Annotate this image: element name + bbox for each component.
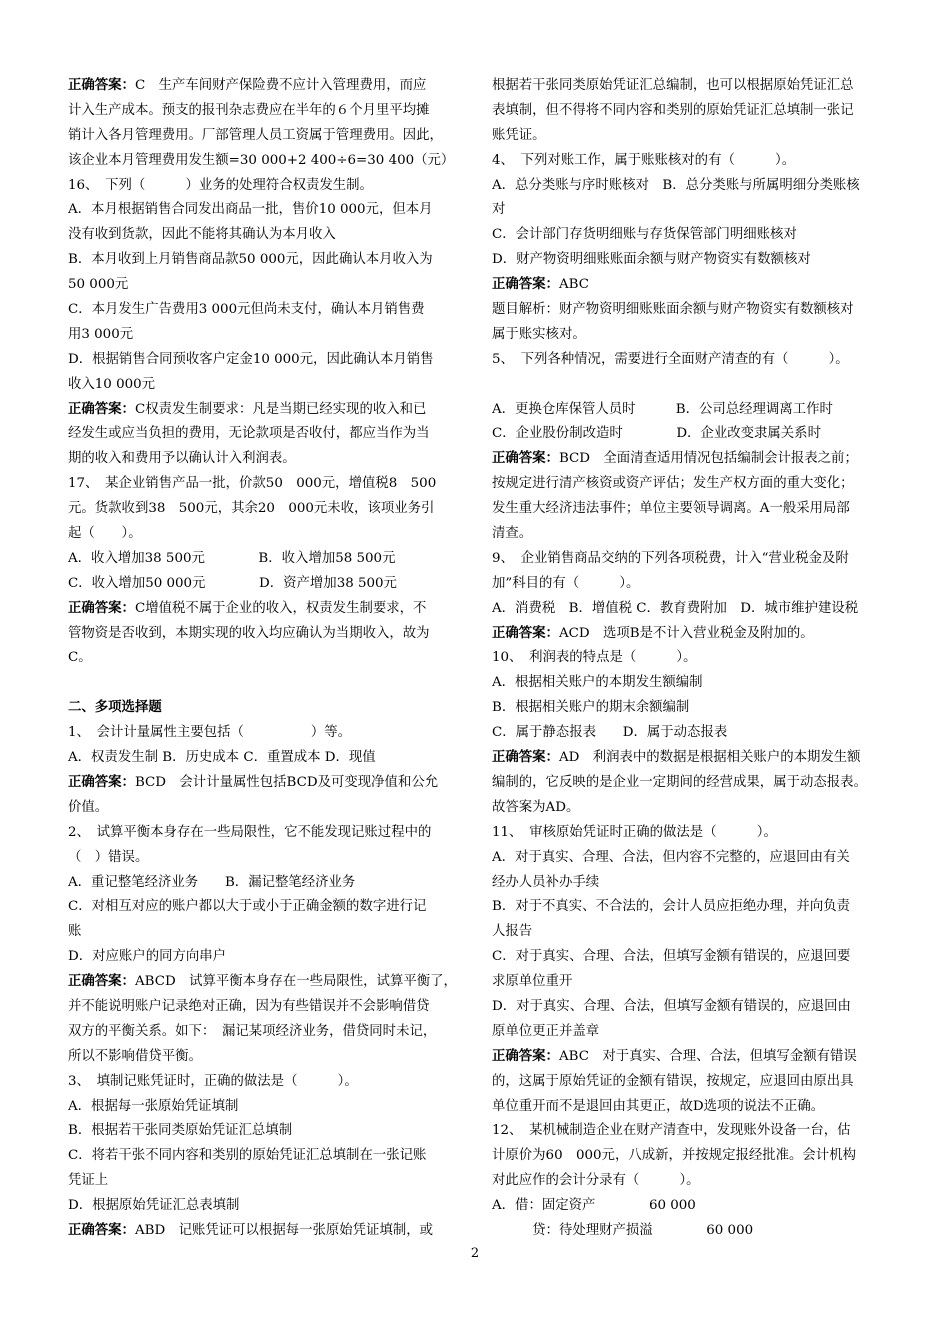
text-line bbox=[492, 920, 888, 945]
text-line bbox=[492, 323, 888, 348]
line-text: 故答案为AD。 bbox=[492, 799, 580, 815]
line-text: A．总分类账与序时账核对 B．总分类账与所属明细分类账核 bbox=[492, 177, 860, 193]
line-text: 3、 填制记账凭证时，正确的做法是（ ）。 bbox=[68, 1073, 358, 1089]
text-line bbox=[492, 1169, 888, 1194]
text-line bbox=[492, 223, 888, 248]
text-line bbox=[68, 74, 460, 99]
text-line bbox=[492, 572, 888, 597]
text-line bbox=[492, 497, 888, 522]
text-line bbox=[68, 597, 460, 622]
text-line bbox=[492, 746, 888, 771]
line-text: 表填制，但不得将不同内容和类别的原始凭证汇总填制一张记 bbox=[492, 102, 854, 118]
text-line bbox=[68, 721, 460, 746]
text-line bbox=[492, 174, 888, 199]
text-line bbox=[492, 273, 888, 298]
line-text: 对此应作的会计分录有（ ）。 bbox=[492, 1173, 700, 1189]
text-line bbox=[68, 522, 460, 547]
text-line bbox=[68, 821, 460, 846]
text-line bbox=[68, 1144, 460, 1169]
text-line bbox=[68, 472, 460, 497]
line-text: C。 bbox=[68, 650, 92, 666]
text-line bbox=[68, 198, 460, 223]
line-text: 按规定进行清产核资或资产评估；发生产权方面的重大变化； bbox=[492, 476, 854, 492]
line-text: 9、 企业销售商品交纳的下列各项税费，计入“营业税金及附 bbox=[492, 550, 849, 566]
line-text: 2、 试算平衡本身存在一些局限性，它不能发现记账过程中的 bbox=[68, 824, 432, 840]
text-line bbox=[68, 1070, 460, 1095]
text-line bbox=[68, 149, 460, 174]
text-line bbox=[68, 1194, 460, 1219]
line-text: ABC 对于真实、合理、合法，但填写金额有错误 bbox=[558, 1048, 857, 1064]
line-text: C．对于真实、合理、合法，但填写金额有错误的，应退回要 bbox=[492, 949, 851, 965]
text-line bbox=[68, 572, 460, 597]
text-line bbox=[68, 124, 460, 149]
text-line bbox=[492, 846, 888, 871]
text-line bbox=[492, 995, 888, 1020]
line-text: 50 000元 bbox=[68, 277, 129, 293]
answer-label: 正确答案： bbox=[68, 600, 135, 616]
text-line bbox=[492, 622, 888, 647]
line-text: 凭证上 bbox=[68, 1173, 109, 1189]
text-line bbox=[68, 398, 460, 423]
text-line bbox=[68, 846, 460, 871]
line-text: A．重记整笔经济业务 B．漏记整笔经济业务 bbox=[68, 874, 356, 890]
line-text: 加”科目的有（ ）。 bbox=[492, 575, 640, 591]
line-text: 账 bbox=[68, 924, 82, 940]
line-text: 的，这属于原始凭证的金额有错误，按规定，应退回由原出具 bbox=[492, 1073, 854, 1089]
line-text: 销计入各月管理费用。厂部管理人员工资属于管理费用。因此， bbox=[68, 127, 443, 143]
text-line bbox=[68, 696, 460, 721]
line-text: C．企业股份制改造时 D．企业改变隶属关系时 bbox=[492, 426, 821, 442]
text-line bbox=[492, 871, 888, 896]
text-line bbox=[492, 1095, 888, 1120]
line-text: B．本月收到上月销售商品款50 000元，因此确认本月收入为 bbox=[68, 252, 433, 268]
answer-label: 正确答案： bbox=[492, 277, 559, 293]
line-text: C．属于静态报表 D．属于动态报表 bbox=[492, 725, 728, 741]
text-line bbox=[68, 248, 460, 273]
text-line bbox=[492, 1219, 888, 1244]
line-text: 经办人员补办手续 bbox=[492, 874, 600, 890]
text-line bbox=[68, 99, 460, 124]
answer-label: 正确答案： bbox=[68, 774, 135, 790]
text-line bbox=[68, 646, 460, 671]
line-text: 账凭证。 bbox=[492, 127, 546, 143]
text-line bbox=[492, 970, 888, 995]
text-line bbox=[492, 74, 888, 99]
line-text: 求原单位重开 bbox=[492, 974, 573, 990]
section-heading: 二、多项选择题 bbox=[68, 700, 162, 716]
line-text: D．财产物资明细账账面余额与财产物资实有数额核对 bbox=[492, 252, 811, 268]
text-line bbox=[68, 970, 460, 995]
text-line bbox=[492, 422, 888, 447]
text-line bbox=[68, 373, 460, 398]
line-text: A．对于真实、合理、合法，但内容不完整的，应退回由有关 bbox=[492, 849, 850, 865]
line-text: 期的收入和费用予以确认计入利润表。 bbox=[68, 451, 296, 467]
text-line bbox=[492, 671, 888, 696]
text-line bbox=[492, 198, 888, 223]
text-line bbox=[492, 1020, 888, 1045]
answer-label: 正确答案： bbox=[492, 451, 559, 467]
text-line bbox=[492, 796, 888, 821]
text-line bbox=[68, 771, 460, 796]
text-line bbox=[492, 1119, 888, 1144]
line-text: 属于账实核对。 bbox=[492, 326, 586, 342]
line-text: D．对于真实、合理、合法，但填写金额有错误的，应退回由 bbox=[492, 998, 851, 1014]
text-line bbox=[492, 124, 888, 149]
line-text: 所以不影响借贷平衡。 bbox=[68, 1048, 202, 1064]
answer-label: 正确答案： bbox=[68, 401, 135, 417]
text-line bbox=[492, 447, 888, 472]
text-line bbox=[68, 671, 460, 696]
line-text: A．更换仓库保管人员时 B．公司总经理调离工作时 bbox=[492, 401, 833, 417]
line-text: A．根据相关账户的本期发生额编制 bbox=[492, 675, 703, 691]
text-line bbox=[492, 945, 888, 970]
line-text: A．权责发生制 B．历史成本 C．重置成本 D．现值 bbox=[68, 750, 376, 766]
text-line bbox=[492, 646, 888, 671]
line-text: 用3 000元 bbox=[68, 326, 134, 342]
text-line bbox=[68, 746, 460, 771]
line-text: C增值税不属于企业的收入，权责发生制要求，不 bbox=[134, 600, 427, 616]
text-line bbox=[492, 522, 888, 547]
text-line bbox=[68, 273, 460, 298]
text-line bbox=[68, 1020, 460, 1045]
line-text: 12、 某机械制造企业在财产清查中，发现账外设备一台，估 bbox=[492, 1123, 851, 1139]
text-line bbox=[492, 99, 888, 124]
line-text: ABD 记账凭证可以根据每一张原始凭证填制，或 bbox=[134, 1222, 434, 1238]
text-line bbox=[68, 223, 460, 248]
text-line bbox=[68, 497, 460, 522]
text-line bbox=[68, 1045, 460, 1070]
line-text: 元。货款收到38 500元，其余20 000元未收，该项业务引 bbox=[68, 501, 435, 517]
text-line bbox=[492, 1070, 888, 1095]
line-text: 16、 下列（ ）业务的处理符合权责发生制。 bbox=[68, 177, 373, 193]
line-text: 根据若干张同类原始凭证汇总编制，也可以根据原始凭证汇总 bbox=[492, 78, 854, 93]
text-line bbox=[492, 1045, 888, 1070]
line-text: B．根据若干张同类原始凭证汇总填制 bbox=[68, 1123, 293, 1139]
text-line bbox=[492, 597, 888, 622]
text-line bbox=[68, 1119, 460, 1144]
text-line bbox=[492, 472, 888, 497]
line-text: 起（ ）。 bbox=[68, 526, 142, 542]
right-column bbox=[492, 74, 888, 1244]
line-text: C．本月发生广告费用3 000元但尚未支付，确认本月销售费 bbox=[68, 302, 425, 318]
text-line bbox=[68, 1169, 460, 1194]
line-text: B．对于不真实、不合法的，会计人员应拒绝办理，并向负责 bbox=[492, 899, 850, 915]
text-line bbox=[68, 895, 460, 920]
text-line bbox=[68, 348, 460, 373]
line-text: 1、 会计计量属性主要包括（ ）等。 bbox=[68, 725, 352, 741]
answer-label: 正确答案： bbox=[68, 974, 135, 990]
text-line bbox=[492, 1194, 888, 1219]
text-line bbox=[68, 1095, 460, 1120]
text-line bbox=[492, 298, 888, 323]
text-line bbox=[68, 995, 460, 1020]
answer-label: 正确答案： bbox=[68, 1222, 135, 1238]
text-line bbox=[492, 1144, 888, 1169]
page-number: 2 bbox=[470, 1246, 480, 1261]
answer-label: 正确答案： bbox=[492, 750, 559, 766]
line-text: 管物资是否收到，本期实现的收入均应确认为当期收入，故为 bbox=[68, 625, 430, 641]
answer-label: 正确答案： bbox=[492, 1048, 559, 1064]
left-column bbox=[68, 74, 460, 1244]
text-line bbox=[68, 547, 460, 572]
line-text: 经发生或应当负担的费用，无论款项是否收付，都应当作为当 bbox=[68, 426, 430, 442]
line-text: 4、 下列对账工作，属于账账核对的有（ ）。 bbox=[492, 152, 796, 168]
text-line bbox=[492, 821, 888, 846]
line-text: B．根据相关账户的期末余额编制 bbox=[492, 700, 690, 716]
line-text: 价值。 bbox=[68, 799, 109, 815]
line-text: 双方的平衡关系。如下： 漏记某项经济业务，借贷同时未记， bbox=[68, 1023, 437, 1039]
line-text: A．收入增加38 500元 B．收入增加58 500元 bbox=[68, 550, 396, 566]
line-text: 发生重大经济违法事件；单位主要领导调离。A一般采用局部 bbox=[492, 501, 850, 517]
line-text: C 生产车间财产保险费不应计入管理费用，而应 bbox=[134, 78, 427, 93]
line-text: 17、 某企业销售产品一批，价款50 000元，增值税8 500 bbox=[68, 476, 437, 492]
line-text: 题目解析：财产物资明细账账面余额与财产物资实有数额核对 bbox=[492, 302, 854, 318]
line-text: A．借：固定资产 60 000 bbox=[492, 1198, 696, 1214]
text-line bbox=[68, 422, 460, 447]
line-text: 没有收到货款，因此不能将其确认为本月收入 bbox=[68, 227, 336, 243]
text-line bbox=[492, 373, 888, 398]
line-text: BCD 全面清查适用情况包括编制会计报表之前； bbox=[558, 451, 858, 467]
line-text: ABCD 试算平衡本身存在一些局限性，试算平衡了， bbox=[134, 974, 457, 990]
text-line bbox=[492, 721, 888, 746]
line-text: C．会计部门存货明细账与存货保管部门明细账核对 bbox=[492, 227, 797, 243]
text-line bbox=[68, 920, 460, 945]
text-line bbox=[492, 348, 888, 373]
text-line bbox=[492, 547, 888, 572]
line-text: A．根据每一张原始凭证填制 bbox=[68, 1098, 239, 1114]
line-text: 编制的，它反映的是企业一定期间的经营成果，属于动态报表。 bbox=[492, 774, 867, 790]
line-text: 10、 利润表的特点是（ ）。 bbox=[492, 650, 697, 666]
line-text: ACD 选项B是不计入营业税金及附加的。 bbox=[558, 625, 814, 641]
text-line bbox=[68, 298, 460, 323]
answer-label: 正确答案： bbox=[68, 78, 135, 93]
line-text: 贷：待处理财产损溢 60 000 bbox=[492, 1222, 754, 1238]
text-line bbox=[68, 447, 460, 472]
line-text: A．消费税 B．增值税 C．教育费附加 D．城市维护建设税 bbox=[492, 600, 859, 616]
line-text: 计入生产成本。预支的报刊杂志费应在半年的６个月里平均摊 bbox=[68, 102, 430, 118]
line-text: D．根据原始凭证汇总表填制 bbox=[68, 1198, 240, 1214]
line-text: A．本月根据销售合同发出商品一批，售价10 000元，但本月 bbox=[68, 202, 433, 218]
line-text: 收入10 000元 bbox=[68, 376, 156, 392]
line-text: BCD 会计计量属性包括BCD及可变现净值和公允 bbox=[134, 774, 439, 790]
line-text: D．根据销售合同预收客户定金10 000元，因此确认本月销售 bbox=[68, 351, 434, 367]
line-text: C权责发生制要求：凡是当期已经实现的收入和已 bbox=[134, 401, 427, 417]
line-text: 11、 审核原始凭证时正确的做法是（ ）。 bbox=[492, 824, 777, 840]
text-line bbox=[68, 945, 460, 970]
text-line bbox=[68, 871, 460, 896]
line-text: D．对应账户的同方向串户 bbox=[68, 949, 227, 965]
text-line bbox=[492, 248, 888, 273]
text-line bbox=[492, 398, 888, 423]
text-line bbox=[492, 696, 888, 721]
line-text: 并不能说明账户记录绝对正确，因为有些错误并不会影响借贷 bbox=[68, 998, 430, 1014]
line-text: 原单位更正并盖章 bbox=[492, 1023, 600, 1039]
text-line bbox=[68, 1219, 460, 1244]
line-text: C．将若干张不同内容和类别的原始凭证汇总填制在一张记账 bbox=[68, 1148, 427, 1164]
text-line bbox=[492, 771, 888, 796]
line-text: 计原价为60 000元，八成新，并按规定报经批准。会计机构 bbox=[492, 1148, 856, 1164]
line-text: 人报告 bbox=[492, 924, 533, 940]
text-line bbox=[492, 895, 888, 920]
line-text: AD 利润表中的数据是根据相关账户的本期发生额 bbox=[558, 750, 861, 766]
line-text: 清查。 bbox=[492, 526, 533, 542]
text-line bbox=[68, 622, 460, 647]
line-text: C．收入增加50 000元 D．资产增加38 500元 bbox=[68, 575, 397, 591]
text-line bbox=[68, 174, 460, 199]
line-text: 对 bbox=[492, 202, 506, 218]
line-text: ABC bbox=[558, 277, 589, 293]
line-text: 单位重开而不是退回由其更正，故D选项的说法不正确。 bbox=[492, 1098, 825, 1114]
line-text: （ ）错误。 bbox=[68, 849, 149, 865]
text-line bbox=[68, 323, 460, 348]
answer-label: 正确答案： bbox=[492, 625, 559, 641]
text-line bbox=[492, 149, 888, 174]
line-text: 5、 下列各种情况，需要进行全面财产清查的有（ ）。 bbox=[492, 351, 849, 367]
line-text: 该企业本月管理费用发生额=30 000+2 400÷6=30 400（元） bbox=[68, 152, 455, 168]
line-text: C．对相互对应的账户都以大于或小于正确金额的数字进行记 bbox=[68, 899, 427, 915]
text-line bbox=[68, 796, 460, 821]
